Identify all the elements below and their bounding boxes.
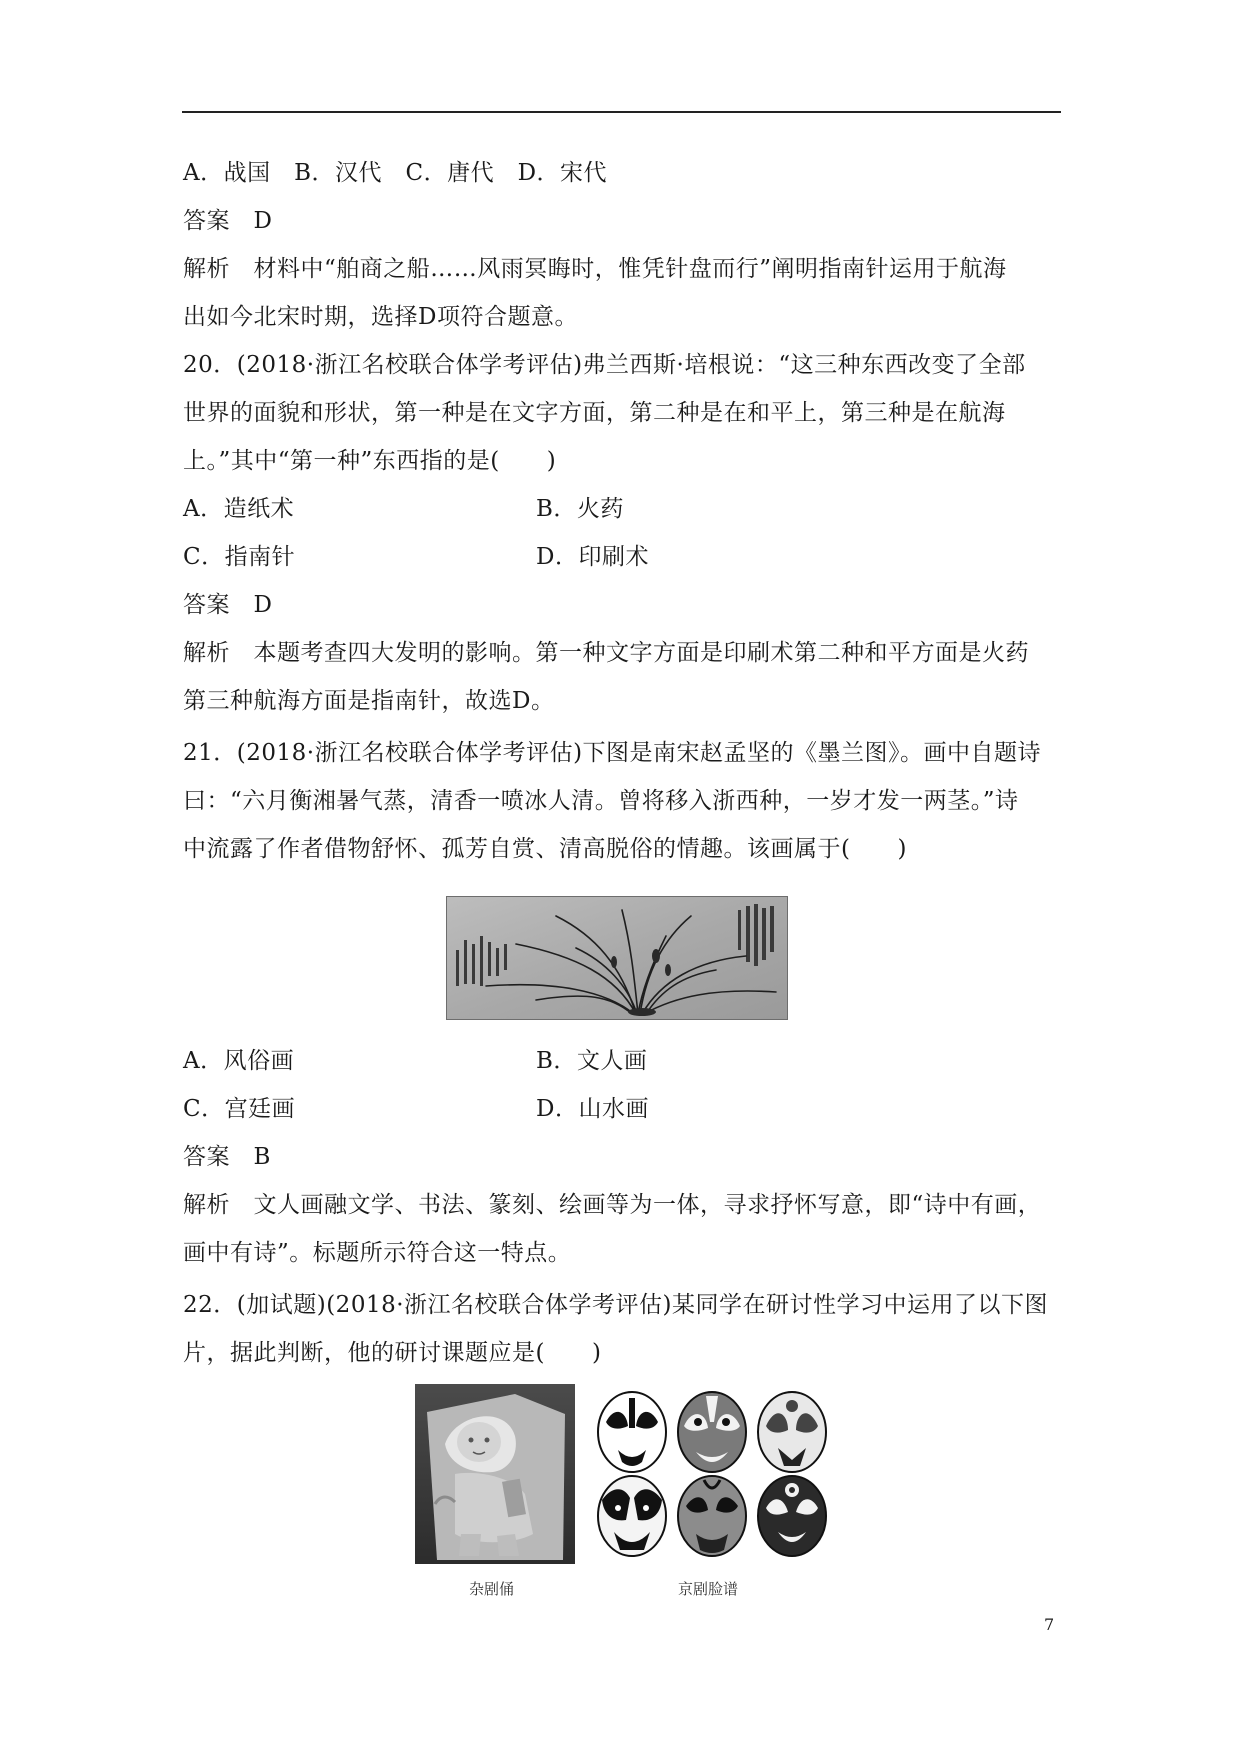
q21-stem-line-3: 中流露了作者借物舒怀、孤芳自赏、清高脱俗的情趣。该画属于( ) — [183, 836, 907, 862]
figurine-caption: 杂剧俑 — [469, 1580, 515, 1598]
opera-mask — [678, 1476, 746, 1556]
peking-opera-masks — [592, 1384, 832, 1564]
q20-analysis-line-1: 解析 本题考查四大发明的影响。第一种文字方面是印刷术第二种和平方面是火药 — [183, 640, 1029, 666]
q20-stem-line-2: 世界的面貌和形状，第一种是在文字方面，第二种是在和平上，第三种是在航海 — [183, 400, 1006, 426]
opera-mask — [758, 1476, 826, 1556]
opera-mask — [598, 1476, 666, 1556]
masks-caption: 京剧脸谱 — [678, 1580, 739, 1598]
q21-option-a: A．风俗画 — [183, 1048, 295, 1074]
ink-orchid-painting — [446, 896, 788, 1020]
opera-mask — [678, 1392, 746, 1472]
q20-stem-line-1: 20．(2018·浙江名校联合体学考评估)弗兰西斯·培根说：“这三种东西改变了全部 — [183, 352, 1026, 378]
q20-analysis-line-2: 第三种航海方面是指南针，故选D。 — [183, 688, 555, 714]
q22-stem-line-2: 片，据此判断，他的研讨课题应是( ) — [183, 1340, 602, 1366]
q20-stem-line-3: 上。”其中“第一种”东西指的是( ) — [183, 448, 557, 474]
header-rule — [182, 111, 1061, 113]
q19-analysis-line-2: 出如今北宋时期，选择D项符合题意。 — [183, 304, 578, 330]
q21-analysis-line-2: 画中有诗”。标题所示符合这一特点。 — [183, 1240, 572, 1266]
opera-mask — [598, 1392, 666, 1472]
q20-option-c: C．指南针 — [183, 544, 296, 570]
zaju-figurine-photo — [415, 1384, 575, 1564]
q19-options: A．战国 B．汉代 C．唐代 D．宋代 — [183, 160, 608, 186]
opera-mask — [758, 1392, 826, 1472]
q19-analysis-line-1: 解析 材料中“舶商之船……风雨冥晦时，惟凭针盘而行”阐明指南针运用于航海 — [183, 256, 1007, 282]
q21-option-b: B．文人画 — [536, 1048, 648, 1074]
q21-analysis-line-1: 解析 文人画融文学、书法、篆刻、绘画等为一体，寻求抒怀写意，即“诗中有画， — [183, 1192, 1042, 1218]
q21-option-d: D．山水画 — [536, 1096, 649, 1122]
q22-stem-line-1: 22．(加试题)(2018·浙江名校联合体学考评估)某同学在研讨性学习中运用了以下图 — [183, 1292, 1049, 1318]
q21-option-c: C．宫廷画 — [183, 1096, 296, 1122]
q20-option-a: A．造纸术 — [183, 496, 295, 522]
q21-stem-line-2: 曰：“六月衡湘暑气蒸，清香一喷冰人清。曾将移入浙西种，一岁才发一两茎。”诗 — [183, 788, 1019, 814]
q20-option-d: D．印刷术 — [536, 544, 649, 570]
q21-answer: 答案 B — [183, 1144, 271, 1170]
q21-stem-line-1: 21．(2018·浙江名校联合体学考评估)下图是南宋赵孟坚的《墨兰图》。画中自题诗 — [183, 740, 1042, 766]
q20-answer: 答案 D — [183, 592, 273, 618]
page-number: 7 — [1044, 1615, 1055, 1634]
q20-option-b: B．火药 — [536, 496, 624, 522]
q19-answer: 答案 D — [183, 208, 273, 234]
